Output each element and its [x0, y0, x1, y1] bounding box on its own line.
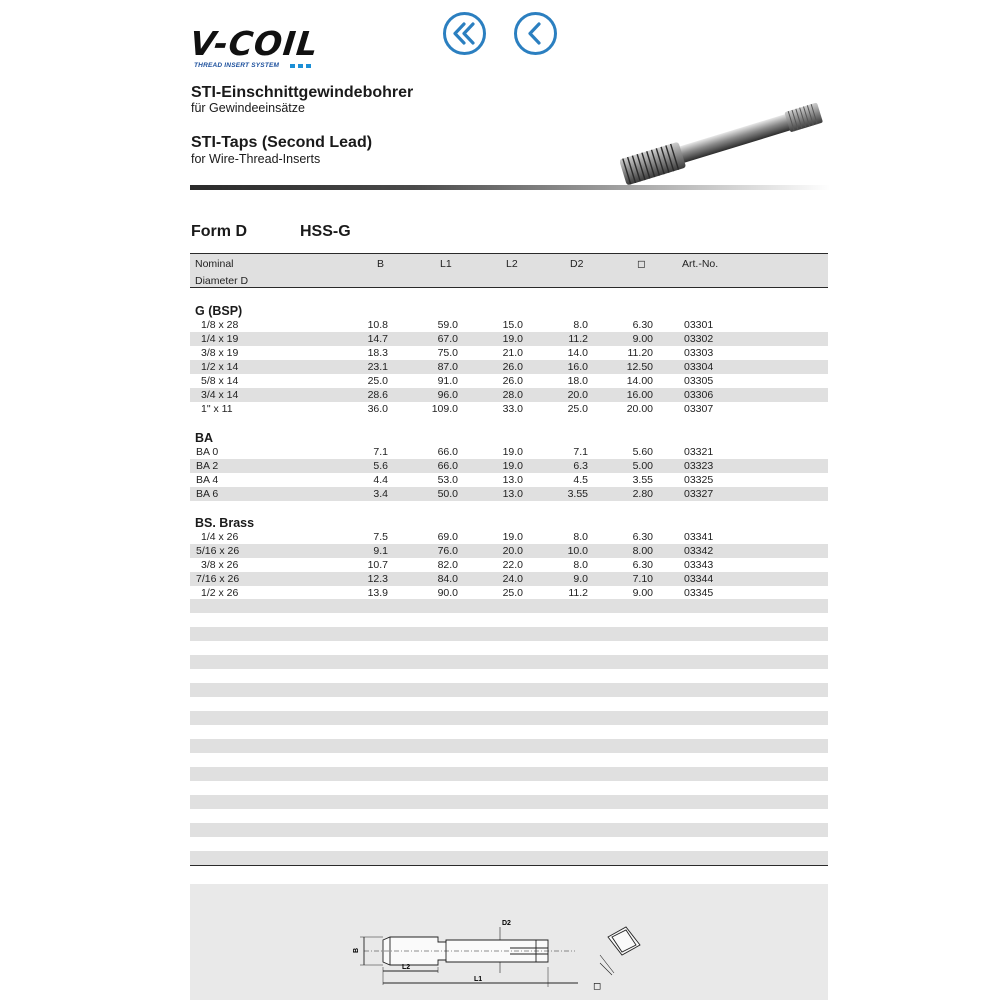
- d2-cell: 25.0: [567, 403, 588, 415]
- b-cell: 14.7: [367, 333, 388, 345]
- l2-cell: 19.0: [502, 446, 523, 458]
- table-header: [190, 253, 828, 288]
- b-cell: 25.0: [367, 375, 388, 387]
- square-cell: 5.00: [632, 460, 653, 472]
- empty-table-row: [190, 823, 828, 837]
- l1-cell: 66.0: [437, 460, 458, 472]
- article-number-cell: 03321: [684, 446, 714, 458]
- nominal-cell: 1/2 x 26: [201, 587, 239, 599]
- nominal-cell: 5/16 x 26: [196, 545, 240, 557]
- square-cell: 12.50: [626, 361, 653, 373]
- article-number-cell: 03344: [684, 573, 714, 585]
- table-row: [190, 332, 828, 346]
- table-row: [190, 388, 828, 402]
- square-cell: 6.30: [632, 319, 653, 331]
- b-cell: 13.9: [367, 587, 388, 599]
- l2-cell: 13.0: [502, 474, 523, 486]
- square-cell: 6.30: [632, 559, 653, 571]
- article-number-cell: 03327: [684, 488, 714, 500]
- header-d2: D2: [570, 258, 584, 270]
- article-number-cell: 03305: [684, 375, 714, 387]
- b-cell: 10.8: [367, 319, 388, 331]
- nominal-cell: 1" x 11: [201, 403, 233, 415]
- l2-cell: 26.0: [502, 375, 523, 387]
- l2-cell: 15.0: [502, 319, 523, 331]
- l1-cell: 59.0: [437, 319, 458, 331]
- table-row: [190, 487, 828, 501]
- d2-cell: 8.0: [573, 531, 588, 543]
- logo-tagline: THREAD INSERT SYSTEM: [194, 62, 280, 69]
- d2-cell: 7.1: [573, 446, 588, 458]
- article-number-cell: 03343: [684, 559, 714, 571]
- article-number-cell: 03307: [684, 403, 714, 415]
- chevron-left-icon: [513, 11, 558, 56]
- nominal-cell: 3/8 x 19: [201, 347, 239, 359]
- l1-cell: 109.0: [431, 403, 458, 415]
- header-l1: L1: [440, 258, 452, 270]
- b-cell: 36.0: [367, 403, 388, 415]
- nominal-cell: BA 4: [196, 474, 219, 486]
- table-row: [190, 572, 828, 586]
- d2-cell: 16.0: [567, 361, 588, 373]
- article-number-cell: 03323: [684, 460, 714, 472]
- l1-cell: 75.0: [437, 347, 458, 359]
- drawing-label-square: ◻: [593, 981, 602, 992]
- l2-cell: 24.0: [502, 573, 523, 585]
- header-diameter: Diameter D: [195, 275, 249, 287]
- d2-cell: 8.0: [573, 559, 588, 571]
- d2-cell: 10.0: [567, 545, 588, 557]
- square-cell: 3.55: [632, 474, 653, 486]
- empty-table-row: [190, 599, 828, 613]
- empty-table-row: [190, 683, 828, 697]
- b-cell: 23.1: [367, 361, 388, 373]
- first-page-button[interactable]: [442, 11, 487, 56]
- logo-brand: V-COIL: [188, 24, 321, 63]
- material-label: HSS-G: [300, 223, 351, 240]
- drawing-label-l2: L2: [402, 964, 411, 971]
- nominal-cell: BA 2: [196, 460, 219, 472]
- table-row: [190, 346, 828, 360]
- square-cell: 6.30: [632, 531, 653, 543]
- drawing-label-b: B: [353, 947, 360, 953]
- l1-cell: 67.0: [437, 333, 458, 345]
- square-cell: 16.00: [626, 389, 653, 401]
- d2-cell: 9.0: [573, 573, 588, 585]
- square-cell: 7.10: [632, 573, 653, 585]
- square-cell: 5.60: [632, 446, 653, 458]
- nominal-cell: 7/16 x 26: [196, 573, 240, 585]
- l2-cell: 13.0: [502, 488, 523, 500]
- l2-cell: 20.0: [502, 545, 523, 557]
- nominal-cell: BA 6: [196, 488, 219, 500]
- d2-cell: 11.2: [568, 587, 588, 599]
- b-cell: 5.6: [373, 460, 388, 472]
- table-row: [190, 445, 828, 459]
- b-cell: 9.1: [373, 545, 388, 557]
- b-cell: 7.5: [373, 531, 388, 543]
- d2-cell: 11.2: [568, 333, 588, 345]
- empty-table-row: [190, 711, 828, 725]
- l2-cell: 22.0: [502, 559, 523, 571]
- l2-cell: 19.0: [502, 333, 523, 345]
- table-row: [190, 558, 828, 572]
- double-chevron-left-icon: [442, 11, 487, 56]
- l1-cell: 87.0: [437, 361, 458, 373]
- article-number-cell: 03306: [684, 389, 714, 401]
- l1-cell: 82.0: [437, 559, 458, 571]
- nominal-cell: 5/8 x 14: [201, 375, 239, 387]
- square-cell: 9.00: [632, 587, 653, 599]
- article-number-cell: 03342: [684, 545, 714, 557]
- article-number-cell: 03301: [684, 319, 714, 331]
- d2-cell: 14.0: [567, 347, 588, 359]
- tap-technical-drawing: [350, 915, 660, 995]
- empty-table-row: [190, 851, 828, 865]
- b-cell: 12.3: [367, 573, 388, 585]
- l2-cell: 19.0: [502, 531, 523, 543]
- l1-cell: 76.0: [437, 545, 458, 557]
- drawing-label-d2: D2: [502, 920, 511, 927]
- empty-table-row: [190, 795, 828, 809]
- logo-dots: [290, 64, 311, 68]
- l2-cell: 33.0: [502, 403, 523, 415]
- b-cell: 7.1: [373, 446, 388, 458]
- article-number-cell: 03303: [684, 347, 714, 359]
- nominal-cell: 3/4 x 14: [201, 389, 239, 401]
- header-b: B: [377, 258, 385, 270]
- l1-cell: 90.0: [437, 587, 458, 599]
- square-cell: 9.00: [632, 333, 653, 345]
- l1-cell: 53.0: [437, 474, 458, 486]
- b-cell: 10.7: [367, 559, 388, 571]
- empty-table-row: [190, 655, 828, 669]
- square-cell: 11.20: [627, 347, 653, 359]
- table-row: [190, 459, 828, 473]
- l2-cell: 19.0: [502, 460, 523, 472]
- l2-cell: 25.0: [502, 587, 523, 599]
- square-cell: 14.00: [626, 375, 653, 387]
- table-row: [190, 360, 828, 374]
- b-cell: 4.4: [373, 474, 388, 486]
- l1-cell: 96.0: [437, 389, 458, 401]
- d2-cell: 4.5: [573, 474, 588, 486]
- b-cell: 3.4: [373, 488, 388, 500]
- header-divider: [190, 185, 830, 190]
- page-title-german: STI-Einschnittgewindebohrer: [191, 84, 414, 101]
- l1-cell: 69.0: [437, 531, 458, 543]
- drawing-label-l1: L1: [474, 976, 483, 983]
- table-row: [190, 402, 828, 416]
- header-article-number: Art.-No.: [682, 258, 719, 270]
- page-subtitle-english: for Wire-Thread-Inserts: [191, 152, 321, 166]
- nominal-cell: 1/4 x 19: [201, 333, 239, 345]
- l1-cell: 91.0: [437, 375, 458, 387]
- b-cell: 18.3: [367, 347, 388, 359]
- tap-product-image: [620, 80, 835, 195]
- table-row: [190, 473, 828, 487]
- article-number-cell: 03345: [684, 587, 714, 599]
- l1-cell: 50.0: [437, 488, 458, 500]
- form-label: Form D: [191, 223, 247, 240]
- nominal-cell: 1/8 x 28: [201, 319, 239, 331]
- empty-table-row: [190, 627, 828, 641]
- article-number-cell: 03302: [684, 333, 714, 345]
- b-cell: 28.6: [367, 389, 388, 401]
- d2-cell: 18.0: [567, 375, 588, 387]
- group-title: BS. Brass: [195, 516, 255, 530]
- page-subtitle-german: für Gewindeeinsätze: [191, 101, 305, 115]
- header-l2: L2: [506, 258, 518, 270]
- nominal-cell: 1/4 x 26: [201, 531, 239, 543]
- l1-cell: 84.0: [437, 573, 458, 585]
- group-title: BA: [195, 431, 214, 445]
- previous-page-button[interactable]: [513, 11, 558, 56]
- d2-cell: 3.55: [567, 488, 588, 500]
- d2-cell: 8.0: [573, 319, 588, 331]
- table-row: [190, 374, 828, 388]
- l2-cell: 28.0: [502, 389, 523, 401]
- article-number-cell: 03325: [684, 474, 714, 486]
- table-row: [190, 544, 828, 558]
- d2-cell: 6.3: [573, 460, 588, 472]
- v-coil-logo: [190, 26, 325, 72]
- l2-cell: 26.0: [502, 361, 523, 373]
- l1-cell: 66.0: [437, 446, 458, 458]
- nominal-cell: 3/8 x 26: [201, 559, 239, 571]
- d2-cell: 20.0: [567, 389, 588, 401]
- table-row: [190, 318, 828, 332]
- table-row: [190, 530, 828, 544]
- page-title-english: STI-Taps (Second Lead): [191, 134, 373, 151]
- group-title: G (BSP): [195, 304, 243, 318]
- square-cell: 8.00: [632, 545, 653, 557]
- article-number-cell: 03304: [684, 361, 714, 373]
- article-number-cell: 03341: [684, 531, 714, 543]
- nominal-cell: 1/2 x 14: [201, 361, 239, 373]
- l2-cell: 21.0: [502, 347, 523, 359]
- table-row: [190, 586, 828, 600]
- square-cell: 20.00: [626, 403, 653, 415]
- empty-table-row: [190, 739, 828, 753]
- table-bottom-rule: [190, 865, 828, 866]
- header-square: ◻: [637, 258, 646, 270]
- empty-table-row: [190, 767, 828, 781]
- square-cell: 2.80: [632, 488, 653, 500]
- header-nominal: Nominal: [195, 258, 234, 270]
- nominal-cell: BA 0: [196, 446, 219, 458]
